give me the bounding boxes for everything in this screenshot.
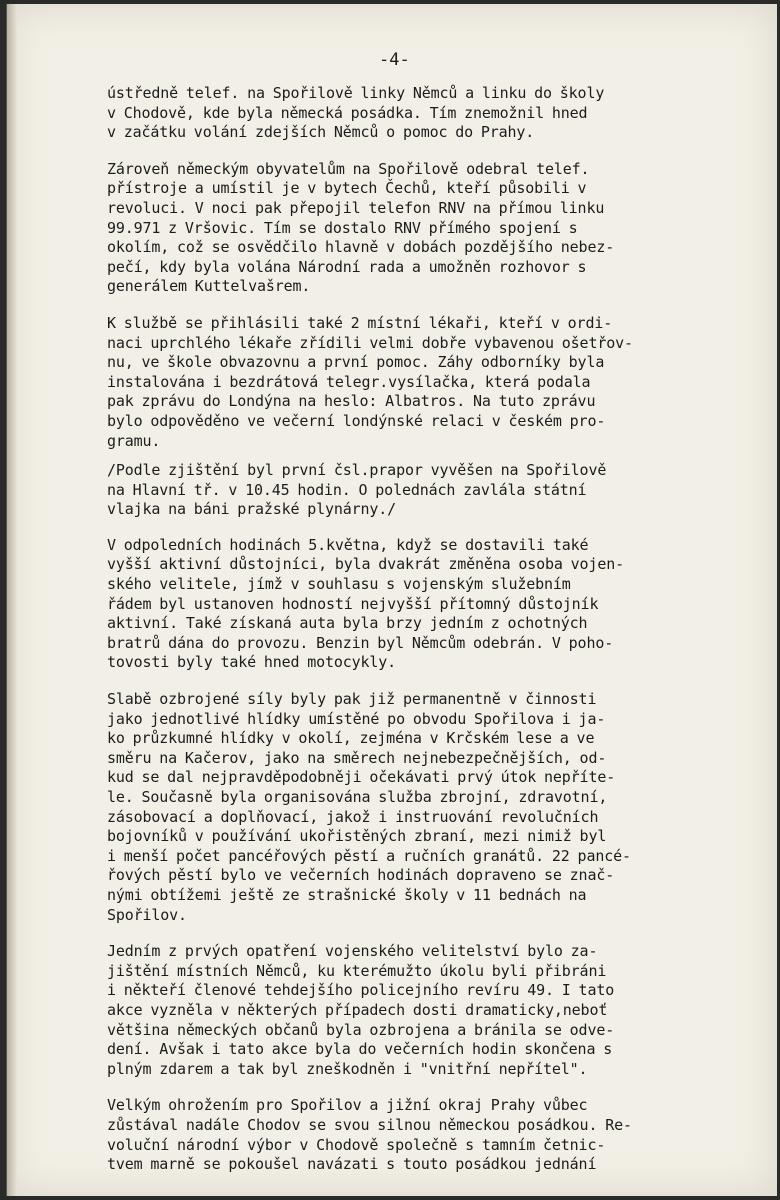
text-line: revoluci. V noci pak přepojil telefon RNV na přímou linku <box>107 198 605 217</box>
text-line: /Podle zjištění byl první čsl.prapor vyvěšen na Spořilově <box>107 461 607 480</box>
paragraph <box>107 160 747 297</box>
text-line: pečí, kdy byla volána Národní rada a umožněn rozhovor s <box>107 257 587 276</box>
text-line: Jedním z prvých opatření vojenského velitelství bylo za- <box>107 942 598 961</box>
text-line: Velkým ohrožením pro Spořilov a jižní okraj Prahy vůbec <box>107 1096 588 1115</box>
text-line: naci uprchlého lékaře zřídili velmi dobře vybavenou ošetřov- <box>107 333 633 352</box>
text-line: 99.971 z Vršovic. Tím se dostalo RNV přímého spojení s <box>107 218 578 237</box>
text-line: Slabě ozbrojené síly byly pak již permanentně v činnosti <box>107 690 597 709</box>
page-edge <box>7 4 17 1196</box>
document-page <box>6 4 777 1196</box>
text-line: v Chodově, kde byla německá posádka. Tím znemožnil hned <box>107 103 588 122</box>
text-line: bratrů dána do provozu. Benzin byl Němcům odebrán. V poho- <box>107 633 614 652</box>
text-line: řových pěstí bylo ve večerních hodinách dopraveno se znač- <box>107 866 615 885</box>
text-line: V odpoledních hodinách 5.května, když se dostavili také <box>107 535 589 554</box>
text-line: bylo odpověděno ve večerní londýnské relaci v českém pro- <box>107 411 606 430</box>
paragraph <box>107 461 747 520</box>
paragraph <box>107 942 747 1079</box>
text-line: generálem Kuttelvašrem. <box>107 277 311 296</box>
text-line: směru na Kačerov, jako na směrech nejnebezpečnějších, od- <box>107 748 607 767</box>
text-line: pak zprávu do Londýna na heslo: Albatros. Na tuto zprávu <box>107 392 596 411</box>
document-body <box>107 84 747 1175</box>
text-line: i menší počet pancéřových pěstí a ručních granátů. 22 pancé- <box>107 846 631 865</box>
text-line: zůstával nadále Chodov se svou silnou německou posádkou. Re- <box>107 1115 632 1134</box>
page-number: -4- <box>379 50 410 70</box>
text-line: většina německých občanů byla ozbrojena a bránila se odve- <box>107 1020 615 1039</box>
text-line: le. Současně byla organisována služba zbrojní, zdravotní, <box>107 788 608 806</box>
paragraph <box>107 314 747 451</box>
text-line: akce vyzněla v některých případech dosti dramaticky,neboť <box>107 1000 608 1019</box>
text-line: Zároveň německým obyvatelům na Spořilově odebral telef. <box>107 159 590 178</box>
text-line: zásobovací a doplňovací, jakož i instruování revolučních <box>107 807 599 826</box>
text-line: vyšší aktivní důstojníci, byla dvakrát změněna osoba vojen- <box>107 555 624 574</box>
text-line: tovosti byly také hned motocykly. <box>107 653 397 672</box>
text-line: K službě se přihlásili také 2 místní lékaři, kteří v ordi- <box>107 313 613 332</box>
text-line: plným zdarem a tak byl zneškodněn i "vnitřní nepřítel". <box>107 1059 588 1078</box>
text-line: i někteří členové tehdejšího policejního revíru 49. I tato <box>107 981 615 1000</box>
text-line: ského velitele, jímž v souhlasu s vojenským služebním <box>107 575 571 594</box>
text-line: nými obtížemi ještě ze strašnické školy v 11 bednách na <box>107 885 587 904</box>
text-line: dení. Avšak i tato akce byla do večerních hodin skončena s <box>107 1040 613 1059</box>
text-line: kud se dal nejpravděpodobněji očekávati prvý útok nepříte- <box>107 768 616 787</box>
text-line: v začátku volání zdejších Němců o pomoc do Prahy. <box>107 123 535 142</box>
text-line: řádem byl ustanoven hodností nejvyšší přítomný důstojník <box>107 594 599 613</box>
text-line: ústředně telef. na Spořilově linky Němců a linku do školy <box>107 84 605 102</box>
text-line: tvem marně se pokoušel navázati s touto posádkou jednání <box>107 1155 597 1174</box>
text-line: voluční národní výbor v Chodově společně s tamním četnic- <box>107 1135 606 1154</box>
text-line: bojovníků v používání ukořistěných zbraní, mezi nimiž byl <box>107 827 607 846</box>
paragraph <box>107 536 747 673</box>
paragraph <box>107 84 747 143</box>
text-line: jako jednotlivé hlídky umístěné po obvodu Spořilova i ja- <box>107 709 606 728</box>
paragraph <box>107 690 747 925</box>
text-line: Spořilov. <box>107 905 187 924</box>
text-line: přístroje a umístil je v bytech Čechů, kteří působili v <box>107 179 587 198</box>
text-line: na Hlavní tř. v 10.45 hodin. O polednách zavlála státní <box>107 480 587 499</box>
text-line: nu, ve škole obvazovnu a první pomoc. Záhy odborníky byla <box>107 353 605 372</box>
text-line: okolím, což se osvědčilo hlavně v dobách pozdějšího nebez- <box>107 238 615 257</box>
text-line: ko průzkumné hlídky v okolí, zejména v Krčském lese a ve <box>107 729 595 748</box>
text-line: gramu. <box>107 431 161 450</box>
paragraph <box>107 1096 747 1174</box>
text-line: vlajka na báni pražské plynárny./ <box>107 500 397 519</box>
text-line: instalována i bezdrátová telegr.vysílačka, která podala <box>107 372 591 391</box>
text-line: aktivní. Také získaná auta byla brzy jedním z ochotných <box>107 614 588 633</box>
text-line: jištění místních Němců, ku kterémužto úkolu byli přibráni <box>107 961 607 980</box>
